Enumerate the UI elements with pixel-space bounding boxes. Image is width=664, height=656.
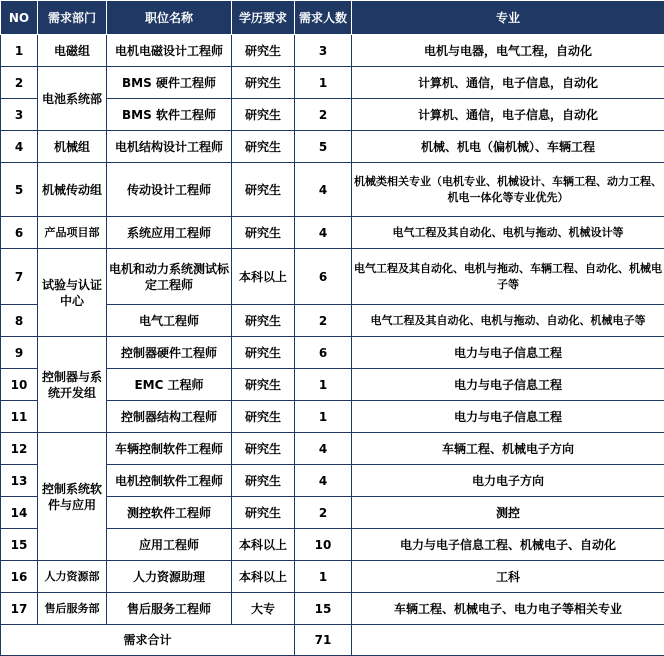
cell-count: 4 xyxy=(295,433,352,465)
cell-position: 控制器硬件工程师 xyxy=(107,337,232,369)
cell-no: 9 xyxy=(1,337,38,369)
cell-education: 大专 xyxy=(232,593,295,625)
cell-dept: 控制系统软件与应用 xyxy=(38,433,107,561)
cell-major: 测控 xyxy=(352,497,664,529)
cell-education: 研究生 xyxy=(232,305,295,337)
cell-education: 研究生 xyxy=(232,131,295,163)
cell-position: 售后服务工程师 xyxy=(107,593,232,625)
cell-major: 工科 xyxy=(352,561,664,593)
cell-no: 17 xyxy=(1,593,38,625)
cell-count: 3 xyxy=(295,35,352,67)
cell-education: 研究生 xyxy=(232,163,295,217)
cell-education: 本科以上 xyxy=(232,249,295,305)
cell-education: 研究生 xyxy=(232,369,295,401)
cell-position: 车辆控制软件工程师 xyxy=(107,433,232,465)
cell-position: 传动设计工程师 xyxy=(107,163,232,217)
table-row xyxy=(1,131,664,163)
cell-position: 电机控制软件工程师 xyxy=(107,465,232,497)
cell-major: 电力与电子信息工程、机械电子、自动化 xyxy=(352,529,664,561)
cell-no: 8 xyxy=(1,305,38,337)
cell-no: 15 xyxy=(1,529,38,561)
cell-no: 1 xyxy=(1,35,38,67)
cell-education: 研究生 xyxy=(232,497,295,529)
cell-education: 研究生 xyxy=(232,337,295,369)
cell-count: 1 xyxy=(295,67,352,99)
header-no: NO xyxy=(1,1,38,35)
cell-position: 控制器结构工程师 xyxy=(107,401,232,433)
cell-major: 电力与电子信息工程 xyxy=(352,337,664,369)
cell-no: 11 xyxy=(1,401,38,433)
table-row xyxy=(1,249,664,305)
cell-major: 电力与电子信息工程 xyxy=(352,369,664,401)
cell-count: 4 xyxy=(295,163,352,217)
cell-no: 4 xyxy=(1,131,38,163)
cell-count: 5 xyxy=(295,131,352,163)
table-row xyxy=(1,337,664,369)
cell-major: 电力电子方向 xyxy=(352,465,664,497)
cell-major: 车辆工程、机械电子、电力电子等相关专业 xyxy=(352,593,664,625)
total-count: 71 xyxy=(295,625,352,656)
cell-education: 本科以上 xyxy=(232,529,295,561)
cell-dept: 产品项目部 xyxy=(38,217,107,249)
cell-no: 7 xyxy=(1,249,38,305)
header-education: 学历要求 xyxy=(232,1,295,35)
cell-major: 电气工程及其自动化、电机与拖动、车辆工程、自动化、机械电子等 xyxy=(352,249,664,305)
cell-major: 电气工程及其自动化、电机与拖动、机械设计等 xyxy=(352,217,664,249)
cell-no: 3 xyxy=(1,99,38,131)
cell-major: 电气工程及其自动化、电机与拖动、自动化、机械电子等 xyxy=(352,305,664,337)
cell-major: 计算机、通信，电子信息，自动化 xyxy=(352,67,664,99)
total-label: 需求合计 xyxy=(1,625,295,656)
header-dept: 需求部门 xyxy=(38,1,107,35)
cell-count: 4 xyxy=(295,217,352,249)
total-major xyxy=(352,625,664,656)
cell-dept: 电池系统部 xyxy=(38,67,107,131)
cell-position: EMC 工程师 xyxy=(107,369,232,401)
cell-count: 10 xyxy=(295,529,352,561)
cell-count: 6 xyxy=(295,337,352,369)
cell-dept: 试验与认证中心 xyxy=(38,249,107,337)
cell-position: BMS 软件工程师 xyxy=(107,99,232,131)
table-row xyxy=(1,67,664,99)
cell-major: 电机与电器，电气工程，自动化 xyxy=(352,35,664,67)
cell-dept: 售后服务部 xyxy=(38,593,107,625)
cell-position: BMS 硬件工程师 xyxy=(107,67,232,99)
cell-dept: 人力资源部 xyxy=(38,561,107,593)
cell-no: 10 xyxy=(1,369,38,401)
cell-no: 16 xyxy=(1,561,38,593)
cell-education: 研究生 xyxy=(232,433,295,465)
cell-no: 2 xyxy=(1,67,38,99)
cell-no: 6 xyxy=(1,217,38,249)
table-row xyxy=(1,561,664,593)
header-major: 专业 xyxy=(352,1,664,35)
cell-education: 研究生 xyxy=(232,99,295,131)
cell-count: 2 xyxy=(295,497,352,529)
cell-major: 机械类相关专业（电机专业、机械设计、车辆工程、动力工程、机电一体化等专业优先） xyxy=(352,163,664,217)
table-row xyxy=(1,35,664,67)
cell-education: 研究生 xyxy=(232,35,295,67)
cell-education: 研究生 xyxy=(232,401,295,433)
cell-position: 电机电磁设计工程师 xyxy=(107,35,232,67)
cell-position: 测控软件工程师 xyxy=(107,497,232,529)
cell-position: 电机和动力系统测试标定工程师 xyxy=(107,249,232,305)
cell-no: 14 xyxy=(1,497,38,529)
cell-no: 12 xyxy=(1,433,38,465)
header-row xyxy=(1,1,664,35)
cell-position: 电气工程师 xyxy=(107,305,232,337)
cell-count: 2 xyxy=(295,305,352,337)
table-row xyxy=(1,217,664,249)
cell-education: 研究生 xyxy=(232,67,295,99)
total-row xyxy=(1,625,664,656)
cell-position: 应用工程师 xyxy=(107,529,232,561)
cell-major: 计算机、通信，电子信息，自动化 xyxy=(352,99,664,131)
table-row xyxy=(1,433,664,465)
cell-education: 研究生 xyxy=(232,465,295,497)
cell-dept: 机械组 xyxy=(38,131,107,163)
cell-dept: 电磁组 xyxy=(38,35,107,67)
cell-count: 4 xyxy=(295,465,352,497)
cell-count: 15 xyxy=(295,593,352,625)
cell-no: 13 xyxy=(1,465,38,497)
cell-count: 1 xyxy=(295,401,352,433)
cell-major: 电力与电子信息工程 xyxy=(352,401,664,433)
cell-count: 6 xyxy=(295,249,352,305)
header-count: 需求人数 xyxy=(295,1,352,35)
cell-position: 人力资源助理 xyxy=(107,561,232,593)
cell-count: 2 xyxy=(295,99,352,131)
cell-count: 1 xyxy=(295,561,352,593)
table-row xyxy=(1,593,664,625)
cell-position: 电机结构设计工程师 xyxy=(107,131,232,163)
cell-dept: 控制器与系统开发组 xyxy=(38,337,107,433)
cell-count: 1 xyxy=(295,369,352,401)
cell-no: 5 xyxy=(1,163,38,217)
cell-major: 车辆工程、机械电子方向 xyxy=(352,433,664,465)
cell-dept: 机械传动组 xyxy=(38,163,107,217)
cell-education: 本科以上 xyxy=(232,561,295,593)
cell-major: 机械、机电（偏机械）、车辆工程 xyxy=(352,131,664,163)
cell-education: 研究生 xyxy=(232,217,295,249)
cell-position: 系统应用工程师 xyxy=(107,217,232,249)
table-row xyxy=(1,163,664,217)
header-position: 职位名称 xyxy=(107,1,232,35)
